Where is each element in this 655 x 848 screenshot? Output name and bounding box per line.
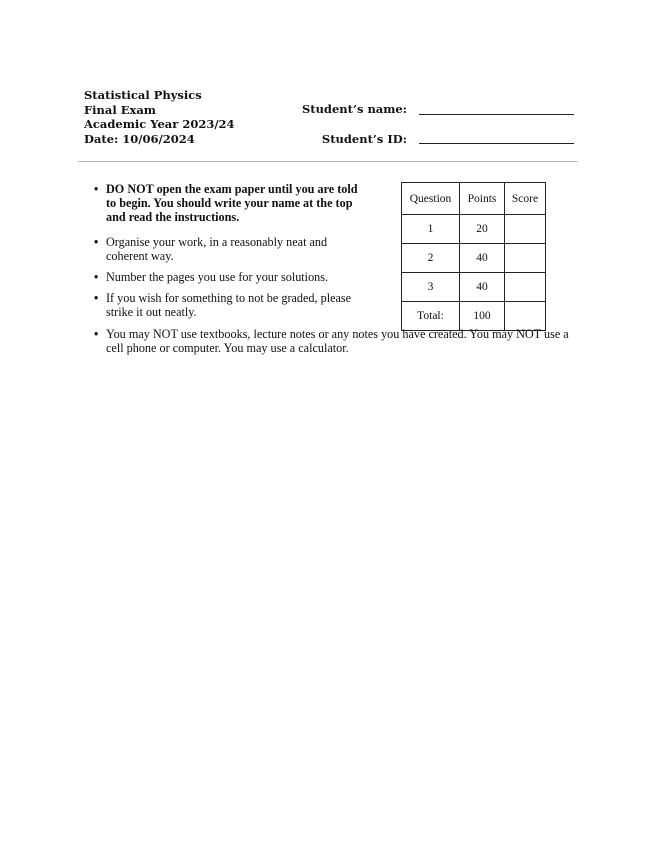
score-cell[interactable] (505, 244, 546, 273)
instruction-text: If you wish for something to not be graded, please strike it out neatly. (106, 291, 352, 320)
student-name-line[interactable] (419, 114, 574, 115)
total-points-cell: 100 (460, 302, 505, 331)
instruction-text: Organise your work, in a reasonably neat and coherent way. (106, 234, 328, 263)
header-points: Points (460, 183, 505, 215)
student-id-label: Student’s ID: (321, 132, 407, 146)
student-id-line[interactable] (419, 143, 574, 144)
points-cell: 40 (460, 244, 505, 273)
question-cell: 1 (402, 215, 460, 244)
total-score-cell[interactable] (505, 302, 546, 331)
score-cell[interactable] (505, 273, 546, 302)
instruction-item (94, 291, 364, 319)
bullet-icon: • (94, 270, 99, 285)
table-row (402, 273, 546, 302)
header-divider (78, 161, 578, 162)
exam-header (84, 88, 235, 146)
academic-year: Academic Year 2023/24 (84, 117, 235, 132)
instruction-text: DO NOT open the exam paper until you are told to begin. You should write your name at the top and read the instructions. (106, 182, 358, 225)
score-table (401, 182, 546, 331)
points-cell: 40 (460, 273, 505, 302)
bullet-icon: • (94, 234, 99, 249)
instruction-text: You may NOT use textbooks, lecture notes or any notes you have created. You may NOT use a cell phone or computer. You may use a calculator. (106, 326, 569, 355)
bullet-icon: • (94, 291, 99, 306)
score-cell[interactable] (505, 215, 546, 244)
table-header-row (402, 183, 546, 215)
instruction-item (94, 270, 364, 284)
exam-title: Final Exam (84, 102, 156, 117)
instruction-item (94, 235, 364, 263)
points-cell: 20 (460, 215, 505, 244)
bullet-icon: • (94, 182, 99, 196)
student-name-label: Student’s name: (301, 102, 407, 116)
total-label-cell: Total: (402, 302, 460, 331)
question-cell: 2 (402, 244, 460, 273)
table-row (402, 215, 546, 244)
exam-date: Date: 10/06/2024 (84, 131, 195, 146)
course-title: Statistical Physics (84, 88, 202, 102)
header-question: Question (402, 183, 460, 215)
question-cell: 3 (402, 273, 460, 302)
table-row (402, 244, 546, 273)
instruction-item (94, 182, 364, 225)
table-row-total (402, 302, 546, 331)
header-score: Score (505, 183, 546, 215)
instruction-text: Number the pages you use for your solutions. (106, 270, 329, 285)
bullet-icon: • (94, 326, 99, 341)
